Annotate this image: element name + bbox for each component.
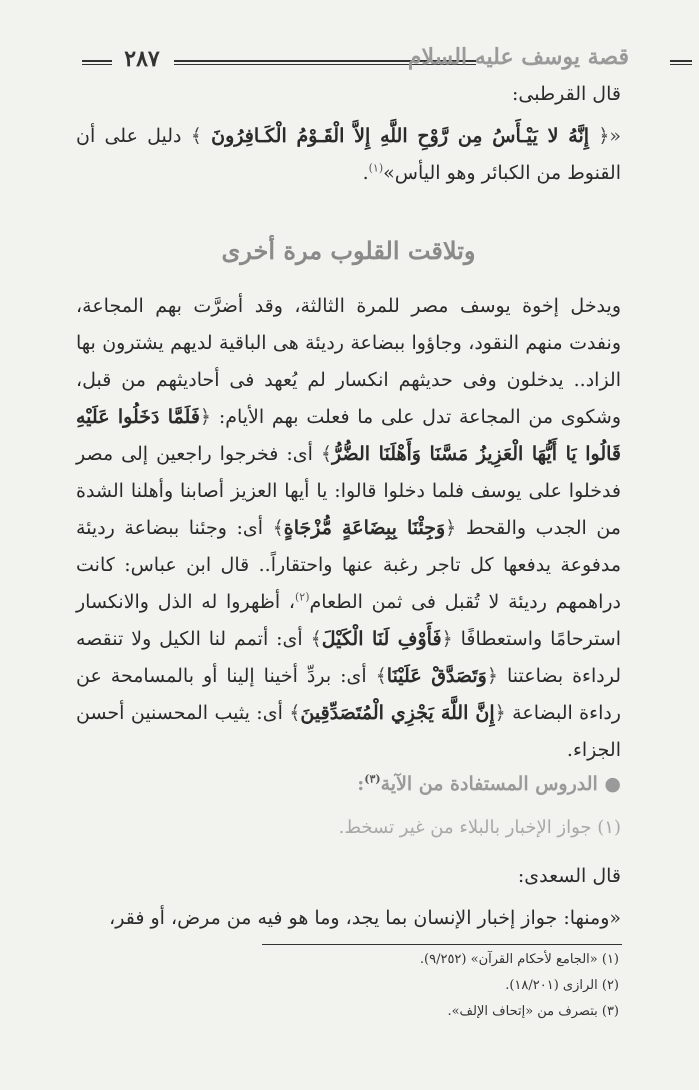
ornate-bracket-open: ﴿	[494, 702, 506, 724]
ornate-bracket-close: ﴾	[190, 125, 202, 147]
saadi-quote: «ومنها: جواز إخبار الإنسان بما يجد، وما هو فيه من مرض، أو فقر،	[109, 907, 621, 929]
paragraph-text: أى: وجئنا ببضاعة رديئة مدفوعة يدفعها كل تاجر رغبة عنها واحتقاراً.. قال ابن عباس: كانت دراهمهم رديئة لا تُقبل فى ثمن الطعام	[76, 517, 621, 613]
quran-verse: فَلَمَّا دَخَلُوا عَلَيْهِ قَالُوا يَا أَيُّهَا الْعَزِيزُ مَسَّنَا وَأَهْلَنَا الضُّرُّ	[76, 406, 621, 465]
paragraph-text: ويدخل إخوة يوسف مصر للمرة الثالثة، وقد أضرَّت بهم المجاعة، ونفدت منهم النقود، وجاؤوا ببضاعة رديئة هى الباقية لديهم يشترون بها الزاد.. يدخلون وفى حديثهم انكسار لم يُعهد فى أحاديثهم من قبل، وشكوى من المجاعة تدل على ما فعلت بهم الأيام:	[76, 295, 622, 428]
paragraph-text: ، أظهروا له الذل والانكسار استرحامًا واستعطافًا	[76, 591, 622, 650]
footnote-rule	[262, 944, 622, 945]
qurtubi-quote: «﴿ إِنَّهُ لا يَيْـأَسُ مِن رَّوْحِ اللَّهِ إِلاَّ الْقَـوْمُ الْكَـافِرُونَ ﴾ دليل على أن القنوط من الكبائر وهو اليأس»$^{(١)}$.	[76, 125, 622, 184]
ornate-bracket-open: ﴿	[199, 406, 212, 428]
lessons-heading: ● الدروس المستفادة من الآية$^{(٣)}$:	[357, 772, 621, 795]
lesson-item: (١) جواز الإخبار بالبلاء من غير تسخط.	[338, 817, 621, 838]
page-number: ٢٨٧	[124, 46, 160, 72]
ornate-bracket-open: ﴿	[598, 125, 610, 147]
paragraph-text: أى: أتمم لنا الكيل ولا تنقصه لرداءة بضاعتنا	[76, 628, 621, 687]
quran-verse: وَجِئْنَا بِبِضَاعَةٍ مُّزْجَاةٍ	[283, 517, 446, 539]
header-rule-right	[670, 60, 692, 65]
paragraph-text: أى: يثيب المحسنين أحسن الجزاء.	[76, 702, 621, 761]
ornate-bracket-open: ﴿	[441, 628, 453, 650]
ornate-bracket-close: ﴾	[375, 665, 387, 687]
quote-text: دليل على أن القنوط من الكبائر وهو اليأس»	[76, 125, 621, 184]
ornate-bracket-close: ﴾	[320, 443, 333, 465]
ornate-bracket-open: ﴿	[486, 665, 499, 687]
main-paragraph	[76, 288, 621, 769]
ornate-bracket-close: ﴾	[272, 517, 284, 539]
book-title: قصة يوسف عليه السلام	[407, 44, 629, 70]
footnote-marker: (١)	[368, 161, 384, 175]
section-heading: وتلاقت القلوب مرة أخرى	[221, 236, 476, 265]
ornate-bracket-open: ﴿	[445, 517, 457, 539]
quran-verse: إِنَّ اللَّهَ يَجْزِي الْمُتَصَدِّقِينَ	[300, 702, 495, 724]
qurtubi-label: قال القرطبى:	[512, 83, 621, 105]
ornate-bracket-close: ﴾	[310, 628, 322, 650]
quran-verse: فَأَوْفِ لَنَا الْكَيْلَ	[321, 628, 442, 650]
paragraph-text: أى: فخرجوا راجعين إلى مصر فدخلوا على يوسف فلما دخلوا قالوا: يا أيها العزيز أصابنا وأهلنا الشدة من الجدب والقحط	[76, 443, 621, 539]
quote-mark: «	[609, 125, 622, 147]
saadi-label: قال السعدى:	[517, 865, 621, 887]
footnote-3: (٣) بتصرف من «إتحاف الإلف».	[447, 1004, 619, 1019]
footnote-marker: (٢)	[295, 590, 310, 604]
quran-verse: إِنَّهُ لا يَيْـأَسُ مِن رَّوْحِ اللَّهِ إِلاَّ الْقَـوْمُ الْكَـافِرُونَ	[211, 125, 590, 147]
lessons-heading-text: ● الدروس المستفادة من الآية	[380, 773, 621, 795]
footnote-marker: (٣)	[364, 772, 381, 786]
header-rule-left	[82, 60, 112, 65]
ornate-bracket-close: ﴾	[289, 702, 301, 724]
quran-verse: وَتَصَدَّقْ عَلَيْنَا	[386, 665, 487, 687]
footnote-2: (٢) الرازى (١٨/٢٠١).	[505, 978, 619, 993]
footnote-1: (١) «الجامع لأحكام القرآن» (٩/٢٥٢).	[419, 952, 619, 967]
intro-line	[76, 76, 621, 113]
paragraph-text: أى: بردِّ أخينا إلينا أو بالمسامحة عن رداءة البضاعة	[76, 665, 621, 724]
